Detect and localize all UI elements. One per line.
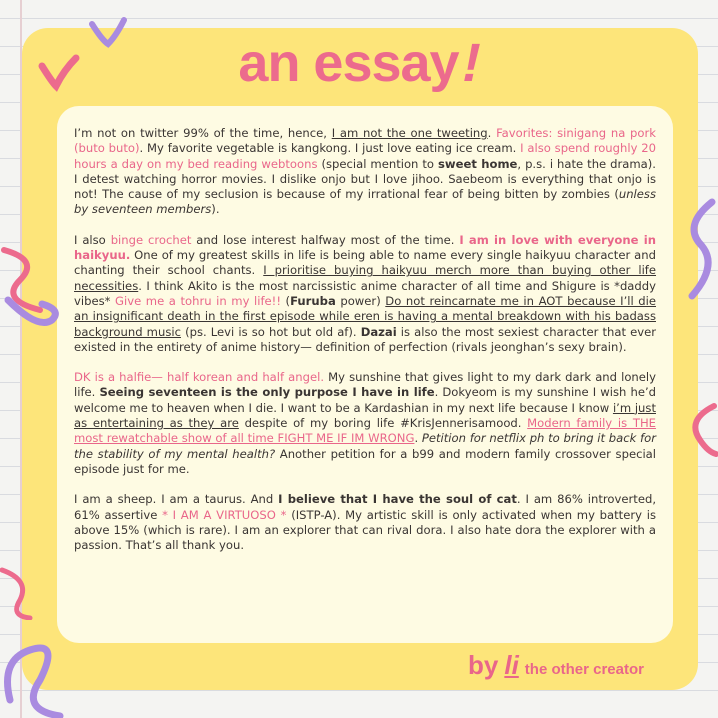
essay-text-run: Furuba <box>290 293 336 308</box>
essay-text-run: I’m not on twitter 99% of the time, hence, <box>74 126 332 140</box>
title-text: an essay <box>238 33 459 93</box>
essay-text-run: I am not the one tweeting <box>331 126 488 140</box>
essay-text-run: (ps. Levi is so hot but old af). <box>180 324 361 339</box>
essay-paragraph <box>74 126 656 218</box>
essay-text-run: and lose interest halfway most of the time. <box>191 232 460 247</box>
essay-text-run: sweet home <box>438 156 518 171</box>
essay-text-run: I am in love with everyone in haikyuu. <box>74 232 656 263</box>
essay-text-run: Petition for netflix ph to bring it back for the stability of my mental health? <box>74 431 656 461</box>
essay-text-run: Modern family is THE most rewatchable show of all time FIGHT ME IF IM WRONG <box>74 416 656 446</box>
essay-text-run: (special mention to <box>317 156 439 171</box>
essay-text-run: I prioritise buying haikyuu merch more than buying other life necessities <box>74 263 657 293</box>
signature-author: li <box>504 650 519 680</box>
essay-text-run: binge crochet <box>110 232 192 247</box>
essay-text-run: (ISTP-A). My artistic skill is only activated when my battery is above 15% (which is rare). I am an explorer that can rival dora. I also hate dora the explorer with a passion. That’s all thank you. <box>74 507 656 553</box>
essay-text-run: I also spend roughly 20 hours a day on my bed reading webtoons <box>74 141 656 171</box>
signature <box>468 650 644 681</box>
page-title <box>0 33 718 93</box>
signature-creator: the other creator <box>524 661 644 678</box>
essay-text-run: ). <box>211 202 220 217</box>
essay-text-run: I also <box>74 232 111 247</box>
essay-body <box>74 126 656 568</box>
essay-text-run: I am a sheep. I am a taurus. And <box>74 492 279 507</box>
essay-text-run: Dazai <box>360 324 397 339</box>
essay-text-run: . I think Akito is the most narcissistic anime character of all time and Shigure is *daddy vibes* <box>74 278 656 308</box>
essay-text-run: I believe that I have the soul of cat <box>278 492 517 507</box>
essay-text-run: power) <box>335 293 386 308</box>
title-exclamation: ! <box>456 33 486 93</box>
essay-text-run: Favorites: sinigang na pork (buto buto) <box>74 126 656 156</box>
essay-text-run: Seeing seventeen is the only purpose I have in life <box>99 385 435 400</box>
essay-text-run: i’m just as entertaining as they are <box>74 400 656 431</box>
essay-text-run: . <box>414 431 422 446</box>
essay-text-run: Give me a tohru in my life!! <box>115 293 281 308</box>
essay-paragraph <box>74 492 656 553</box>
essay-text-run: . My favorite vegetable is kangkong. I just love eating ice cream. <box>139 141 521 156</box>
essay-text-run: * I AM A VIRTUOSO * <box>162 507 287 522</box>
essay-text-run: My sunshine that gives light to my dark dark and lonely life. <box>74 370 656 400</box>
essay-text-run: . Dokyeom is my sunshine I wish he’d welcome me to heaven when I die. I want to be a Kardashian in my next life because I know <box>74 385 656 415</box>
essay-text-run: unless by seventeen members <box>74 187 656 217</box>
essay-text-run: Do not reincarnate me in AOT because I’ll die an insignificant death in the first episode while eren is having a mental breakdown with his badass background music <box>74 293 656 339</box>
essay-paragraph <box>74 370 656 477</box>
essay-text-run: , p.s. i hate the drama). I detest watching horror movies. I dislike onjo but I love jihoo. Saebeom is everything that onjo is not! The cause of my seclusion is because of my irrational fear of being bitten by zombies ( <box>74 156 656 202</box>
essay-text-run: One of my greatest skills in life is being able to name every single haikyuu character and chanting their school chants. <box>74 248 656 278</box>
essay-text-run: Another petition for a b99 and modern family crossover special episode just for me. <box>74 446 656 476</box>
essay-text-run: . I am 86% introverted, 61% assertive <box>74 492 656 522</box>
essay-text-run: despite of my boring life #KrisJennerisamood. <box>238 416 528 431</box>
signature-by: by <box>468 650 499 680</box>
essay-text-run: ( <box>280 293 291 308</box>
essay-text-run: DK is a halfie— half korean and half angel. <box>74 370 325 385</box>
essay-paragraph <box>74 233 656 355</box>
essay-text-run: is also the most sexiest character that ever existed in the entirety of anime history— definition of perfection (rivals jeonghan’s sexy brain). <box>74 324 656 354</box>
essay-text-run: . <box>487 126 497 140</box>
